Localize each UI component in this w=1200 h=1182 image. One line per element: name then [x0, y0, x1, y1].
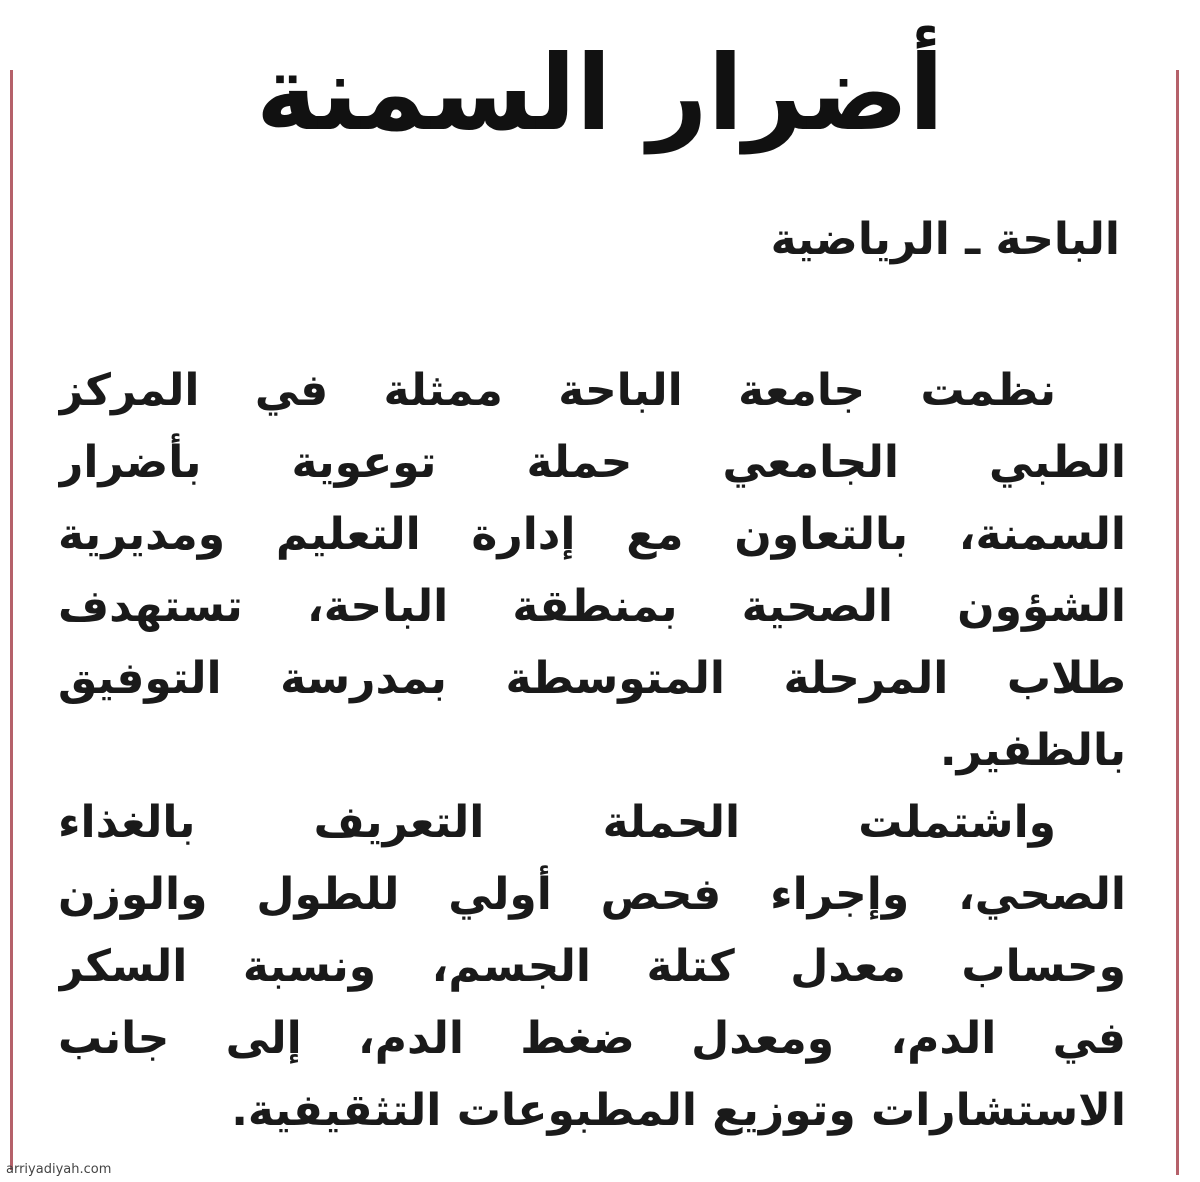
column-rule-right — [1176, 70, 1179, 1175]
body-line: وحساب معدل كتلة الجسم، ونسبة السكر — [58, 941, 1126, 992]
body-line: في الدم، ومعدل ضغط الدم، إلى جانب — [58, 1013, 1126, 1064]
body-line: الطبي الجامعي حملة توعوية بأضرار — [58, 437, 1126, 488]
body-line: الاستشارات وتوزيع المطبوعات التثقيفية. — [231, 1085, 1126, 1136]
body-line: بالظفير. — [939, 725, 1126, 776]
body-line: الصحي، وإجراء فحص أولي للطول والوزن — [58, 869, 1126, 920]
article-body — [58, 355, 1126, 1147]
column-rule-left — [10, 70, 13, 1170]
article-dateline: الباحة ـ الرياضية — [770, 214, 1120, 265]
body-line: طلاب المرحلة المتوسطة بمدرسة التوفيق — [58, 653, 1126, 704]
paragraph-2 — [58, 787, 1126, 1147]
body-line: واشتملت الحملة التعريف بالغذاء — [58, 797, 1056, 848]
body-line: نظمت جامعة الباحة ممثلة في المركز — [58, 365, 1056, 416]
body-line: الشؤون الصحية بمنطقة الباحة، تستهدف — [58, 581, 1126, 632]
article-headline: أضرار السمنة — [255, 32, 945, 154]
paragraph-1 — [58, 355, 1126, 787]
body-line: السمنة، بالتعاون مع إدارة التعليم ومديرية — [58, 509, 1126, 560]
source-watermark: arriyadiyah.com — [6, 1162, 112, 1177]
